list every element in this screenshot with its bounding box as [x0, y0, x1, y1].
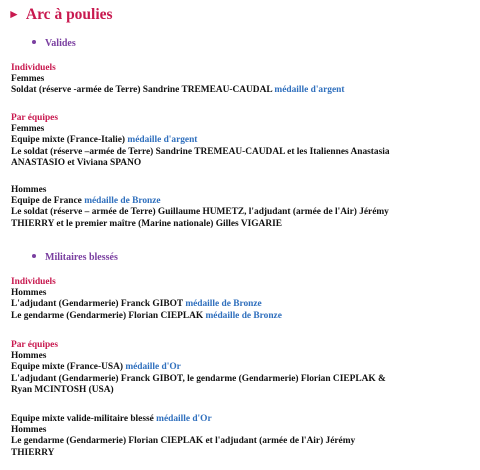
members-line-2: ANASTASIO et Viviana SPANO: [11, 157, 142, 168]
category-femmes: Femmes: [11, 74, 45, 85]
team-text: Equipe mixte (France-Italie): [11, 135, 126, 146]
medal-label: médaille de Bronze: [185, 299, 262, 310]
heading-title: Arc à poulies: [25, 6, 113, 23]
bullet-dot-icon: [32, 254, 36, 258]
medal-label: médaille de Bronze: [205, 310, 282, 321]
result-text: Le gendarme (Gendarmerie) Florian CIEPLAK: [11, 310, 204, 321]
members-line-2: THIERRY et le premier maître (Marine nationale) Gilles VIGARIE: [11, 218, 282, 229]
subtitle-par-equipes: Par équipes: [11, 340, 58, 350]
team-text: Equipe mixte valide-militaire blessé: [11, 414, 154, 424]
subtitle-par-equipes: Par équipes: [11, 113, 58, 123]
category-hommes: Hommes: [11, 351, 47, 362]
category-hommes: Hommes: [11, 288, 47, 299]
subtitle-individuels: Individuels: [11, 277, 56, 287]
medal-label: médaille de Bronze: [84, 196, 161, 207]
category-hommes: Hommes: [11, 425, 47, 436]
bullet-dot-icon: [32, 40, 36, 44]
medal-label: médaille d'Or: [125, 362, 181, 373]
team-line: [11, 414, 473, 425]
category-hommes: Hommes: [11, 185, 47, 195]
medal-label: médaille d'Or: [156, 414, 212, 424]
medal-label: médaille d'argent: [274, 85, 345, 96]
triangle-arrow-icon: ►: [8, 7, 20, 21]
blesses-equipes-block: [11, 340, 473, 396]
result-line: [11, 85, 473, 96]
category-femmes: Femmes: [11, 124, 45, 135]
bullet-label: Militaires blessés: [45, 252, 118, 263]
result-line-2: [11, 311, 473, 322]
result-text: L'adjudant (Gendarmerie) Franck GIBOT: [11, 299, 183, 310]
valides-individuels-block: [11, 63, 473, 97]
subtitle-individuels: Individuels: [11, 63, 56, 73]
members-line-1: L'adjudant (Gendarmerie) Franck GIBOT, le gendarme (Gendarmerie) Florian CIEPLAK &: [11, 373, 386, 384]
members-line-1: Le soldat (réserve – armée de Terre) Guillaume HUMETZ, l'adjudant (armée de l'Air) Jérémy: [11, 207, 389, 218]
team-line: [11, 362, 473, 373]
valides-equipes-hommes-block: [11, 185, 473, 230]
result-line-1: [11, 299, 473, 310]
bullet-militaires-blesses: [32, 252, 118, 264]
blesses-mixte-block: [11, 414, 473, 459]
team-text: Equipe de France: [11, 196, 82, 207]
team-line: [11, 135, 473, 146]
team-text: Equipe mixte (France-USA): [11, 362, 123, 373]
section-heading: [8, 5, 113, 24]
result-text: Soldat (réserve -armée de Terre) Sandrine TREMEAU-CAUDAL: [11, 85, 273, 96]
bullet-valides: [32, 38, 76, 50]
members-line-1: Le soldat (réserve –armée de Terre) Sandrine TREMEAU-CAUDAL et les Italiennes Anastasia: [11, 146, 390, 157]
blesses-individuels-block: [11, 277, 473, 322]
valides-equipes-block: [11, 113, 473, 169]
bullet-label: Valides: [45, 38, 76, 49]
members-line-1: Le gendarme (Gendarmerie) Florian CIEPLAK et l'adjudant (armée de l'Air) Jérémy: [11, 436, 356, 447]
members-line-2: Ryan MCINTOSH (USA): [11, 384, 114, 395]
members-line-2: THIERRY: [11, 447, 55, 458]
medal-label: médaille d'argent: [127, 135, 198, 146]
team-line: [11, 196, 473, 207]
